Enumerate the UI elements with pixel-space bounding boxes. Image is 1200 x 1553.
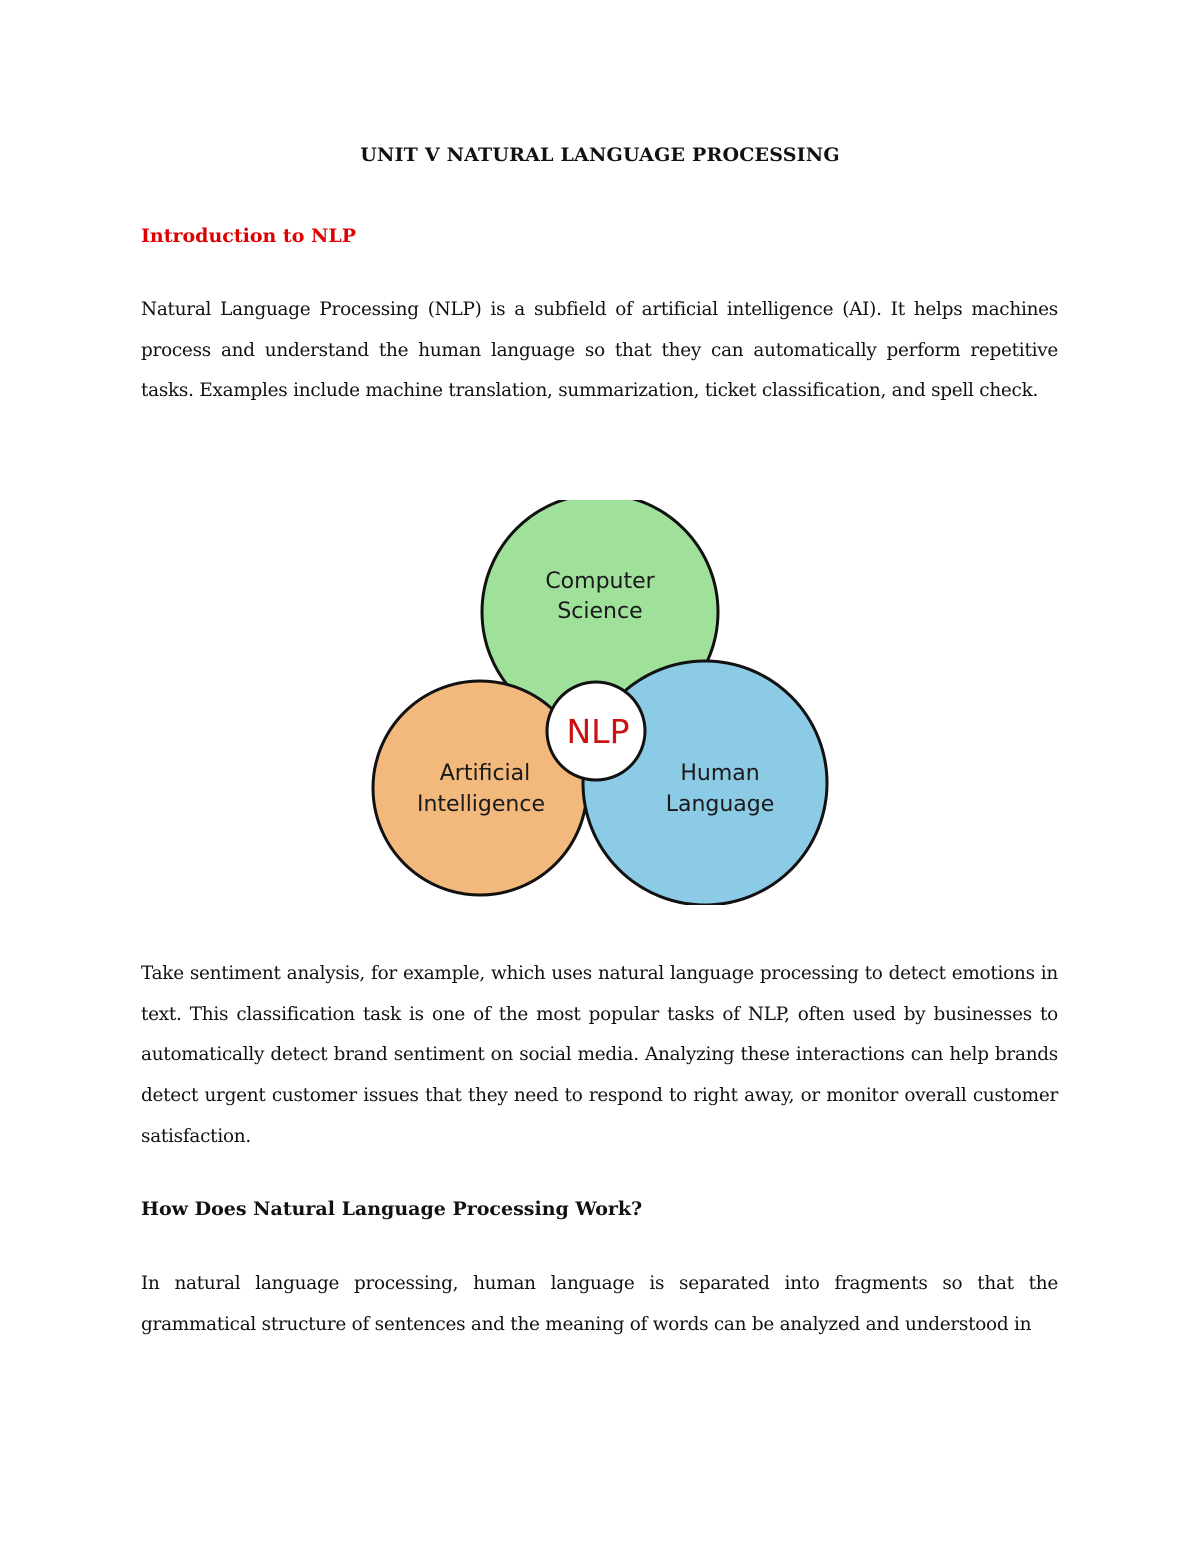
intro-paragraph: Natural Language Processing (NLP) is a subfield of artificial intelligence (AI). It helps machines process and understand the human language so that they can automatically perform repetitive tasks. Examples include machine translation, summarization, ticket classification, and spell check. <box>141 299 1058 402</box>
nlp-venn-diagram <box>370 500 832 905</box>
how-nlp-works-paragraph: In natural language processing, human language is separated into fragments so that the grammatical structure of sentences and the meaning of words can be analyzed and understood in <box>141 1273 1058 1335</box>
section-heading-how-nlp-works: How Does Natural Language Processing Work? <box>141 1198 643 1220</box>
how-nlp-works-paragraph-container <box>141 1264 1061 1346</box>
computer-science-label-line2: Science <box>557 599 643 624</box>
sentiment-paragraph: Take sentiment analysis, for example, which uses natural language processing to detect emotions in text. This classification task is one of the most popular tasks of NLP, often used by businesses to automatically detect brand sentiment on social media. Analyzing these interactions can help brands detect urgent customer issues that they need to respond to right away, or monitor overall customer satisfaction. <box>141 963 1058 1147</box>
artificial-intelligence-label-line1: Artificial <box>439 761 531 786</box>
human-language-label-line2: Language <box>665 792 775 817</box>
human-language-label-line1: Human <box>680 761 760 786</box>
page-title: UNIT V NATURAL LANGUAGE PROCESSING <box>360 144 840 166</box>
section-heading-introduction: Introduction to NLP <box>141 225 357 247</box>
computer-science-label-line1: Computer <box>545 569 655 594</box>
artificial-intelligence-label-line2: Intelligence <box>416 792 546 817</box>
nlp-center-label: NLP <box>566 712 630 751</box>
